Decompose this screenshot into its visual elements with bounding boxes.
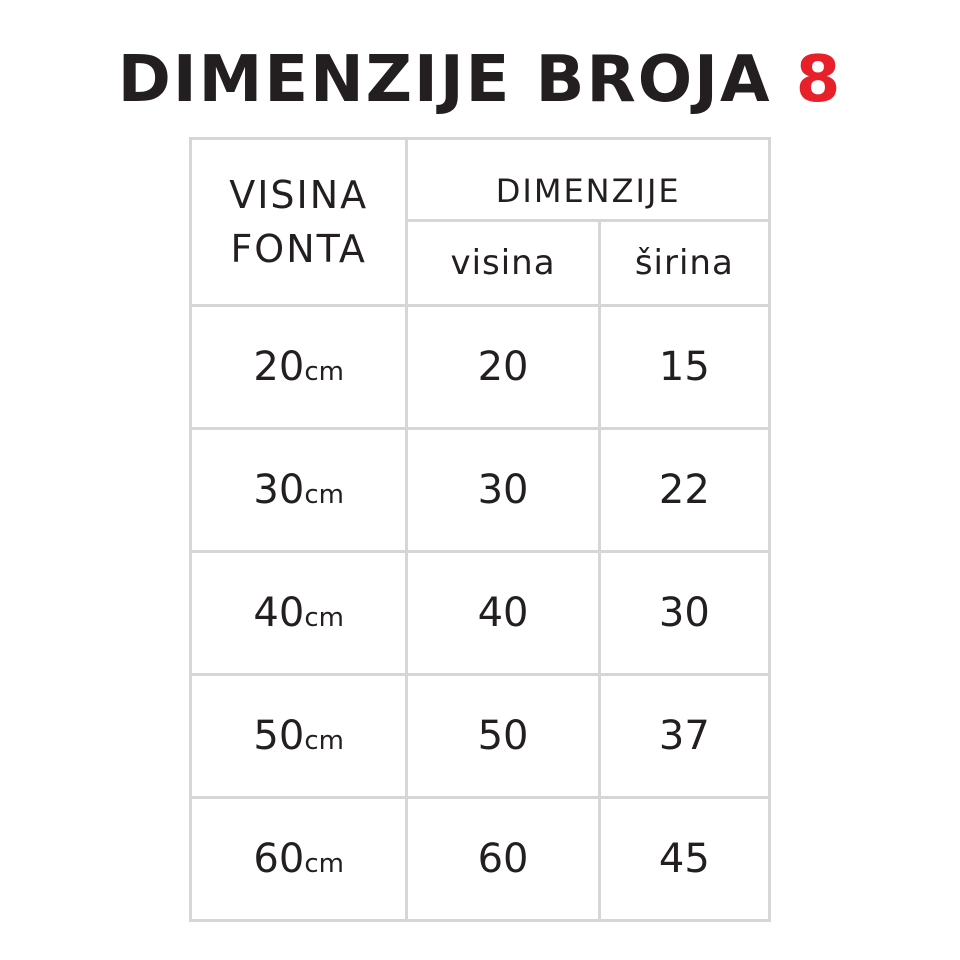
header-row (191, 139, 770, 221)
cell-width: 15 (599, 306, 769, 429)
cell-height: 40 (407, 552, 599, 675)
table-row (191, 675, 770, 798)
table-row (191, 552, 770, 675)
title-text: DIMENZIJE BROJA (117, 43, 772, 117)
font-size-unit: cm (304, 480, 344, 510)
dimensions-table (189, 137, 771, 922)
title-accent-number: 8 (795, 43, 843, 117)
table-row (191, 429, 770, 552)
cell-font-size (191, 798, 407, 921)
cell-height: 20 (407, 306, 599, 429)
cell-width: 37 (599, 675, 769, 798)
font-size-value: 20 (253, 344, 305, 390)
font-size-value: 60 (253, 836, 305, 882)
font-size-unit: cm (304, 357, 344, 387)
cell-width: 45 (599, 798, 769, 921)
cell-width: 22 (599, 429, 769, 552)
table-row (191, 306, 770, 429)
font-size-unit: cm (304, 603, 344, 633)
font-size-value: 30 (253, 467, 305, 513)
cell-height: 50 (407, 675, 599, 798)
header-width: širina (599, 221, 769, 306)
font-size-unit: cm (304, 849, 344, 879)
cell-font-size (191, 429, 407, 552)
header-dimensions: DIMENZIJE (407, 139, 770, 221)
cell-font-size (191, 552, 407, 675)
table-row (191, 798, 770, 921)
header-height: visina (407, 221, 599, 306)
page-title (0, 40, 960, 120)
header-font-height-line2: FONTA (230, 227, 367, 271)
header-font-height (191, 139, 407, 306)
header-font-height-line1: VISINA (229, 173, 369, 217)
font-size-value: 50 (253, 713, 305, 759)
cell-width: 30 (599, 552, 769, 675)
cell-height: 30 (407, 429, 599, 552)
font-size-unit: cm (304, 726, 344, 756)
cell-height: 60 (407, 798, 599, 921)
font-size-value: 40 (253, 590, 305, 636)
cell-font-size (191, 306, 407, 429)
cell-font-size (191, 675, 407, 798)
